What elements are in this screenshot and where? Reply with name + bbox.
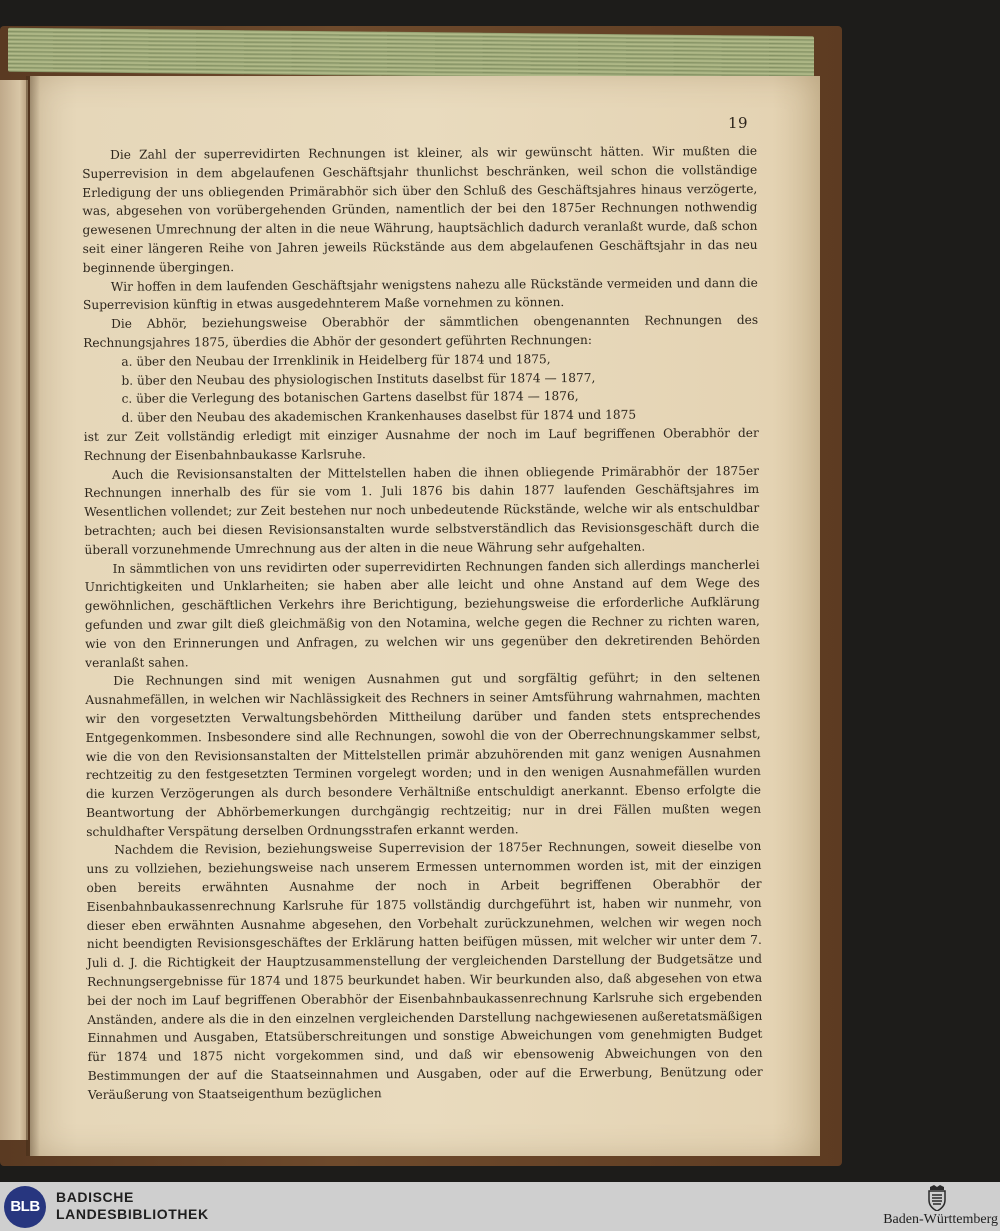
- list-item: d. über den Neubau des akademischen Krankenhauses daselbst für 1874 und 1875: [121, 407, 637, 425]
- enumerated-list: [83, 349, 758, 428]
- page-text: [82, 142, 763, 1105]
- baden-wuerttemberg-crest-icon: [926, 1185, 948, 1211]
- state-name: Baden-Württemberg: [883, 1212, 998, 1227]
- library-name-line2: LANDESBIBLIOTHEK: [56, 1206, 209, 1222]
- paragraph: Die Rechnungen sind mit wenigen Ausnahmen gut und sorgfältig geführt; in den seltenen Ausnahmefällen, in welchen wir Nachlässigkeit des Rechners in seiner Amtsführung wahrnahmen, machten wir den vorgesetzten Verwaltungsbehörden Mittheilung darüber und fanden stets entsprechendes Entgegenkommen. Insbesondere sind alle Rechnungen, sowohl die von der Oberrechnungskammer selbst, wie die von den Revisionsanstalten der Mittelstellen primär abzuhörenden mit ganz wenigen Ausnahmen rechtzeitig zu den festgesetzten Terminen vorgelegt worden; und in den wenigen Ausnahmefällen wurden die kurzen Verzögerungen als durch besondere Verhältniße entschuldigt anerkannt. Ebenso erfolgte die Beantwortung der Abhörbemerkungen durchgängig rechtzeitig; nur in drei Fällen mußten wegen schuldhafter Verspätung derselben Ordnungsstrafen erkannt werden.: [85, 670, 762, 839]
- paragraph: ist zur Zeit vollständig erledigt mit einziger Ausnahme der noch im Lauf begriffenen Oberabhör der Rechnung der Eisenbahnbaukasse Karlsruhe.: [83, 425, 759, 463]
- footer-bar: [0, 1182, 1000, 1231]
- page-edges: [8, 28, 814, 80]
- paragraph: Wir hoffen in dem laufenden Geschäftsjahr wenigstens nahezu alle Rückstände vermeiden und dann die Superrevision künftig in etwas ausgedehnterem Maße vornehmen zu können.: [82, 275, 758, 313]
- spine-shadow: [26, 76, 40, 1156]
- page-number: 19: [728, 114, 749, 132]
- paragraph: Die Abhör, beziehungsweise Oberabhör der sämmtlichen obengenannten Rechnungen des Rechnungsjahres 1875, überdies die Abhör der gesondert geführten Rechnungen:: [83, 313, 759, 350]
- left-page-strip: [0, 80, 28, 1140]
- list-item: a. über den Neubau der Irrenklinik in Heidelberg für 1874 und 1875,: [121, 351, 551, 369]
- list-item: b. über den Neubau des physiologischen Instituts daselbst für 1874 — 1877,: [121, 370, 596, 388]
- blb-logo[interactable]: BLB: [4, 1186, 46, 1228]
- library-name[interactable]: [56, 1189, 209, 1223]
- paragraph: Nachdem die Revision, beziehungsweise Superrevision der 1875er Rechnungen, soweit dieselbe von uns zu vollziehen, beziehungsweise nach unserem Ermessen unternommen worden ist, mit der einzigen oben bereits erwähnten Ausnahme der noch in Arbeit begriffenen Oberabhör der Eisenbahnbaukassenrechnung Karlsruhe für 1875 vollständig durchgeführt ist, haben wir nunmehr, von dieser eben erwähnten Ausnahme abgesehen, den Vorbehalt zurückzunehmen, welchen wir wegen noch nicht beendigten Revisionsgeschäftes der Erklärung hatten beifügen müssen, mit welcher wir unter dem 7. Juli d. J. die Richtigkeit der Hauptzusammenstellung der vergleichenden Darstellung der Budgetsätze und Rechnungsergebnisse für 1874 und 1875 beurkundet haben. Wir beurkunden also, daß abgesehen von etwa bei der noch im Lauf begriffenen Oberabhör der Eisenbahnbaukassenrechnung Karlsruhe sich ergebenden Anständen, andere als die in den einzelnen vergleichenden Darstellung nachgewiesenen außeretatsmäßigen Einnahmen und Ausgaben, Etatsüberschreitungen und sonstige Abweichungen vom genehmigten Budget für 1874 und 1875 nicht vorgekommen sind, und daß wir ebensowenig Abweichungen von den Bestimmungen der auf die Staatseinnahmen und Ausgaben, oder auf die Erwerbung, Benützung oder Veräußerung von Staatseigenthum bezüglichen: [86, 839, 763, 1102]
- library-name-line1: BADISCHE: [56, 1189, 134, 1205]
- paragraph: In sämmtlichen von uns revidirten oder superrevidirten Rechnungen fanden sich allerdings mancherlei Unrichtigkeiten und Unklarheiten; sie haben aber alle leicht und ohne Anstand auf dem Wege des gewöhnlichen, geschäftlichen Verkehrs ihre Berichtigung, beziehungsweise die erforderliche Aufklärung gefunden und zwar gilt dieß gleichmäßig von den Notamina, welche gegen die Rechner zu richten waren, wie von den Erinnerungen und Anfragen, zu welchen wir uns gegenüber den dekretirenden Behörden veranlaßt sahen.: [84, 557, 761, 670]
- paragraph: Auch die Revisionsanstalten der Mittelstellen haben die ihnen obliegende Primärabhör der 1875er Rechnungen innerhalb des für sie vom 1. Juli 1876 bis dahin 1877 laufenden Geschäftsjahres im Wesentlichen vollendet; zur Zeit bestehen nur noch unbedeutende Rückstände, welche wir als entschuldbar betrachten; auch bei diesen Revisionsanstalten wurde selbstverständlich das Revisionsgeschäft durch die überall vorzunehmende Umrechnung aus der alten in die neue Währung sehr aufgehalten.: [84, 463, 760, 557]
- list-item: c. über die Verlegung des botanischen Gartens daselbst für 1874 — 1876,: [121, 389, 579, 407]
- paragraph: Die Zahl der superrevidirten Rechnungen ist kleiner, als wir gewünscht hätten. Wir mußten die Superrevision in dem abgelaufenen Geschäftsjahr thunlichst beschränken, weil schon die vollständige Erledigung der uns obliegenden Primärabhör sich über den Schluß des Geschäftsjahres hinaus verzögerte, was, abgesehen von vorübergehenden Gründen, namentlich der bei den 1875er Rechnungen nothwendig gewesenen Umrechnung der alten in die neue Währung, hauptsächlich dadurch veranlaßt wurde, daß schon seit einer längeren Reihe von Jahren jeweils Rückstände aus dem abgelaufenen Geschäftsjahr in das neu beginnende übergingen.: [82, 143, 758, 275]
